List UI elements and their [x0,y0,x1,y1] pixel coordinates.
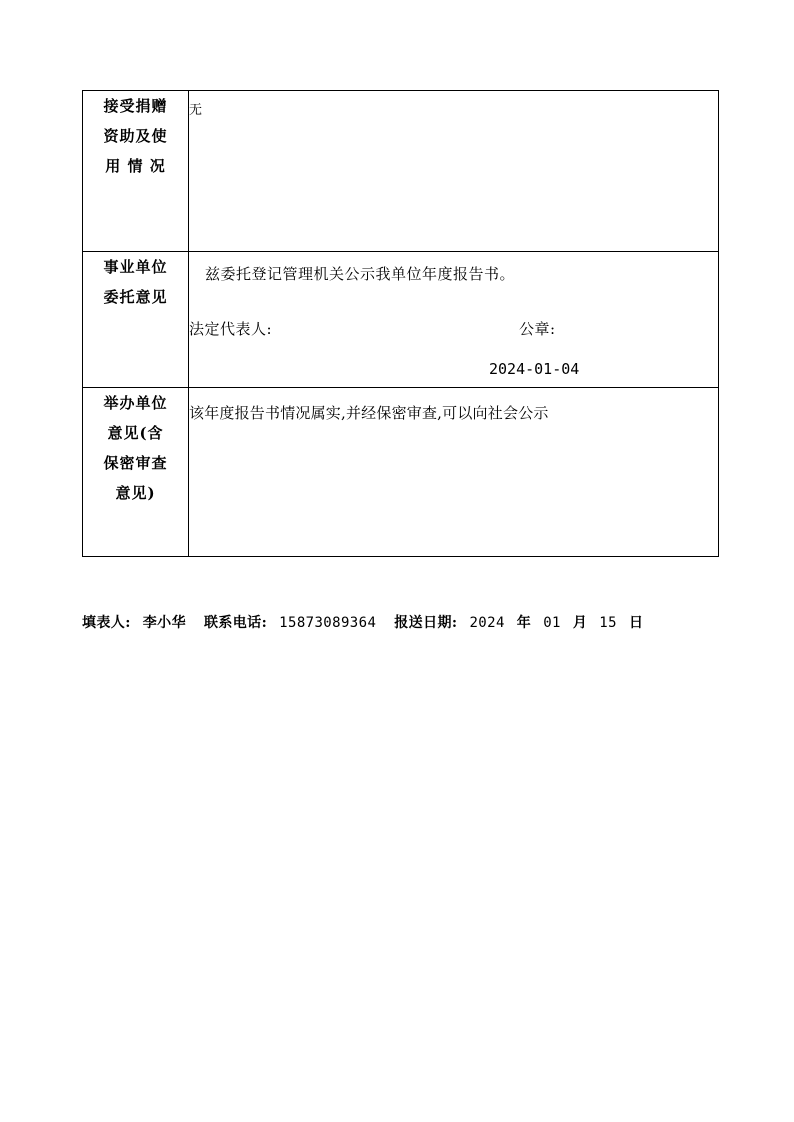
report-date-day-unit: 日 [628,615,644,631]
filler-label: 填表人: [82,615,131,631]
report-date-label: 报送日期: [394,615,458,631]
entrust-signature-row [189,314,718,344]
row-label-donation-line-3: 用 情 况 [105,157,166,175]
phone-value: 15873089364 [279,615,377,631]
row-content-donation: 无 [189,91,719,252]
table-row-entrust [83,252,719,388]
report-date-day: 15 [599,615,617,631]
official-seal-label: 公章: [519,320,556,338]
table-row-host-unit [83,388,719,557]
report-date-year: 2024 [469,615,505,631]
row-label-entrust [83,252,189,388]
entrust-date-value: 2024-01-04 [489,360,580,378]
filler-value: 李小华 [142,615,186,631]
entrust-statement-text: 兹委托登记管理机关公示我单位年度报告书。 [205,265,516,283]
legal-representative-label: 法定代表人: [189,320,273,338]
row-label-donation-line-1: 接受捐赠 [103,97,168,115]
table-row-donation [83,91,719,252]
row-label-entrust-line-2: 委托意见 [103,288,168,306]
row-content-host-unit: 该年度报告书情况属实,并经保密审查,可以向社会公示 [189,388,719,557]
row-label-donation-line-2: 资助及使 [103,127,168,145]
report-date-month: 01 [543,615,561,631]
row-label-entrust-line-1: 事业单位 [103,258,168,276]
row-label-host-line-4: 意见) [115,484,156,502]
report-date-month-unit: 月 [572,615,588,631]
phone-label: 联系电话: [203,615,268,631]
row-label-host-line-2: 意见(含 [107,424,164,442]
row-content-entrust [189,252,719,388]
form-footer [82,612,742,632]
row-label-host-line-1: 举办单位 [103,394,168,412]
row-label-donation [83,91,189,252]
report-date-year-unit: 年 [516,615,532,631]
annual-report-form-table [82,90,719,557]
row-label-host-line-3: 保密审查 [103,454,168,472]
row-label-host-unit [83,388,189,557]
